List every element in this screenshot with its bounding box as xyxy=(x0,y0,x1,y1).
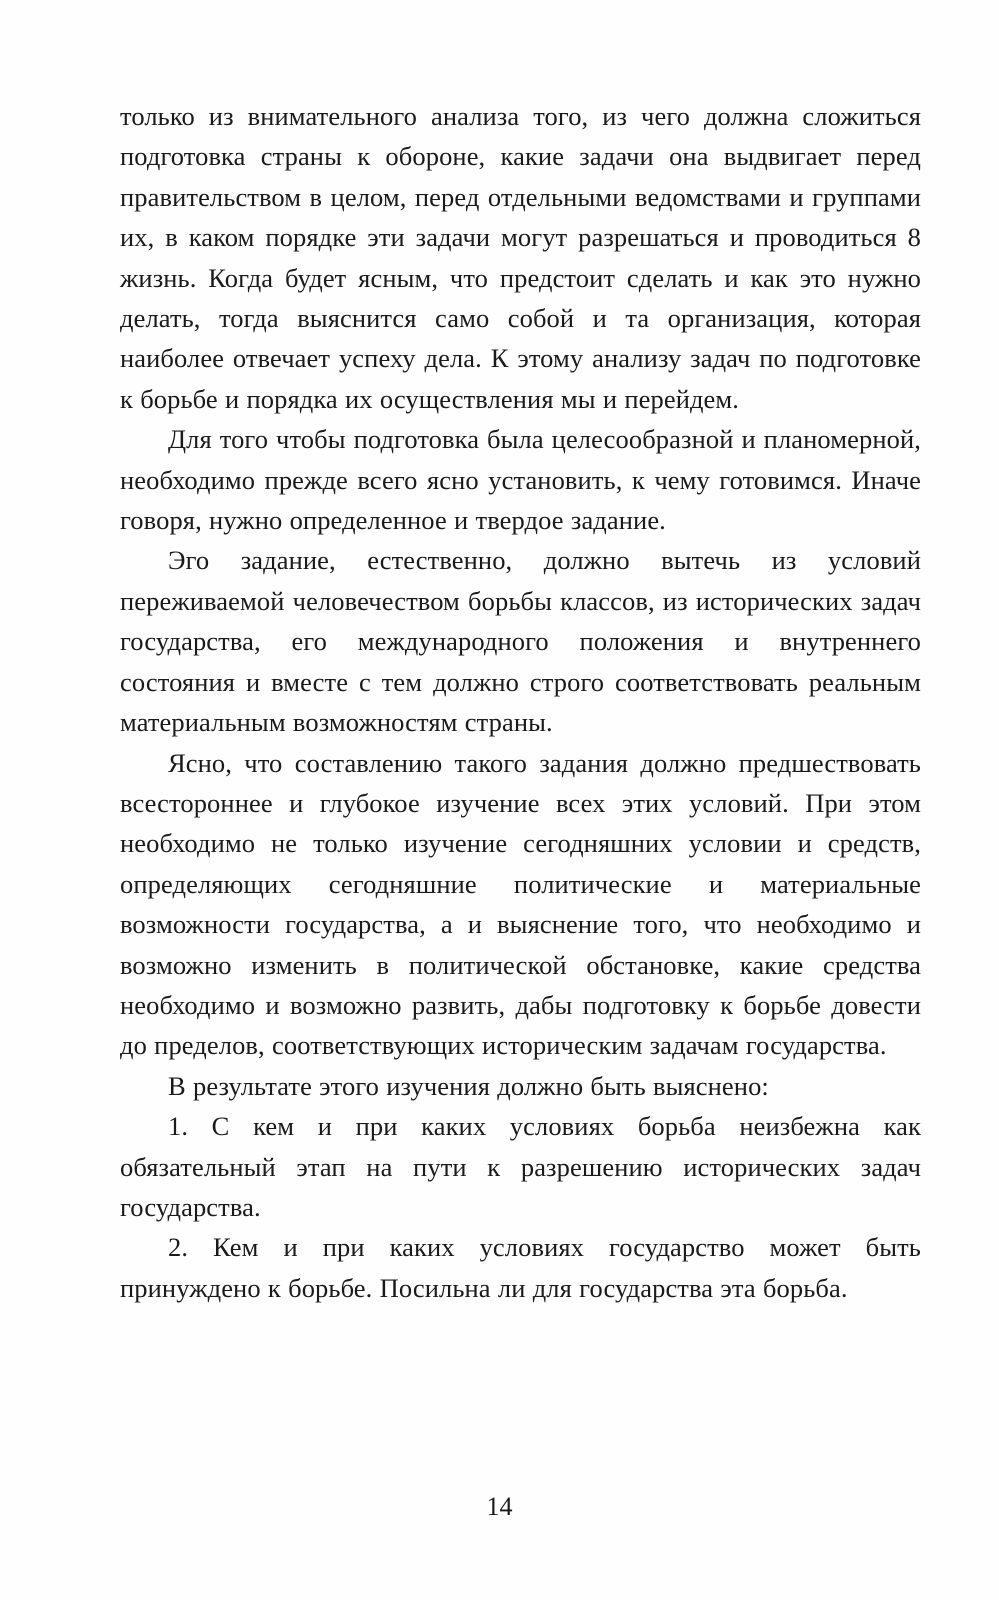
page-number: 14 xyxy=(486,1492,513,1521)
paragraph: Ясно, что составлению такого задания должно предшествовать всестороннее и глубокое изучение всех этих условий. При этом необходимо не только изучение сегодняшних условии и средств, определяющих сегодняшние политические и материальные возможности государства, а и выяснение того, что необходимо и возможно изменить в политической обстановке, какие средства необходимо и возможно развить, дабы подготовку к борьбе довести до пределов, соответствующих историческим задачам государства. xyxy=(120,747,921,1061)
paragraph: Для того чтобы подготовка была целесообразной и планомерной, необходимо прежде всего ясно установить, к чему готовимся. Иначе говоря, нужно определенное и твердое задание. xyxy=(120,424,921,536)
list-item: 1. С кем и при каких условиях борьба неизбежна как обязательный этап на пути к разрешению исторических задач государства. xyxy=(120,1111,921,1222)
paragraph: Эго задание, естественно, должно вытечь из условий переживаемой человечеством борьбы классов, из исторических задач государства, его международного положения и внутреннего состояния и вместе с тем должно строго соответствовать реальным материальным возможностям страны. xyxy=(120,545,921,738)
list-item: 2. Кем и при каких условиях государство может быть принуждено к борьбе. Посильна ли для государства эта борьба. xyxy=(120,1232,921,1303)
paragraph-list-intro: В результате этого изучения должно быть выяснено: xyxy=(168,1070,769,1101)
page-body xyxy=(120,96,921,1308)
paragraph-continuation: только из внимательного анализа того, из чего должна сложиться подготовка страны к обороне, какие задачи она выдвигает перед правительством в целом, перед отдельными ведомствами и группами их, в каком порядке эти задачи могут разрешаться и проводиться 8 жизнь. Когда будет ясным, что предстоит сделать и как это нужно делать, тогда выяснится само собой и та организация, которая наиболее отвечает успеху дела. К этому анализу задач по подготовке к борьбе и порядка их осуществления мы и перейдем. xyxy=(120,101,921,414)
